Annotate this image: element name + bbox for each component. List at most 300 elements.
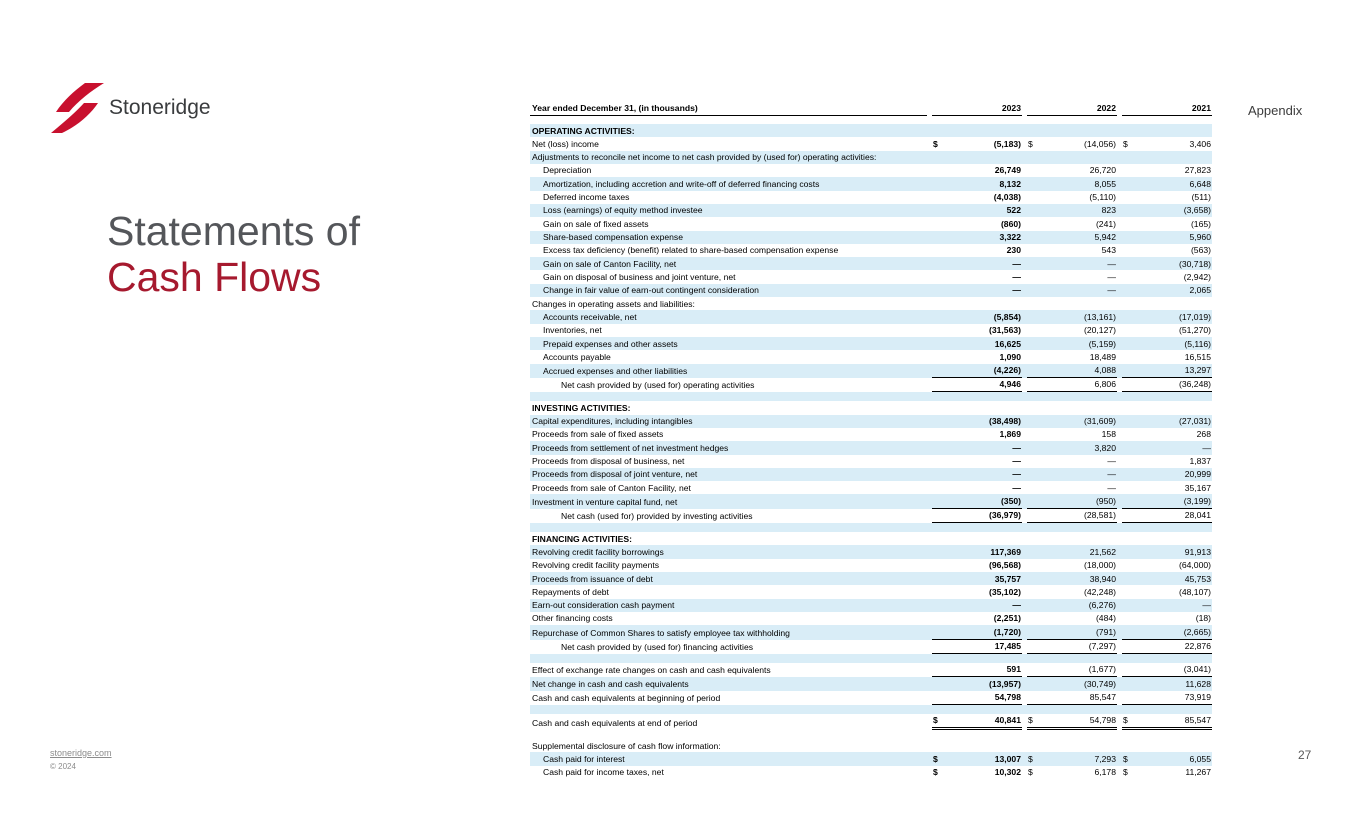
value-cell-2023 (932, 494, 1022, 508)
row-label: Adjustments to reconcile net income to net cash provided by (used for) operating activities: (532, 152, 877, 163)
cell-value: (4,038) (993, 192, 1021, 203)
cell-value: — (1107, 456, 1116, 466)
cell-value: 20,999 (1184, 469, 1211, 480)
value-cell-2023 (932, 441, 1022, 454)
value-cell-2021 (1122, 270, 1212, 283)
cell-value: (5,159) (1088, 338, 1116, 349)
cell-value: 17,485 (994, 641, 1021, 652)
row-label: Net (loss) income (532, 138, 599, 149)
table-row (530, 572, 1212, 585)
cell-value: — (1107, 482, 1116, 493)
cell-value: 7,293 (1094, 753, 1116, 764)
value-cell-2023 (932, 244, 1022, 257)
cell-value: 73,919 (1184, 692, 1211, 702)
cell-value: 3,820 (1094, 442, 1116, 453)
cell-value: 2,065 (1189, 285, 1211, 296)
spacer-row (530, 523, 1212, 532)
value-cell-2021 (1122, 677, 1212, 690)
value-cell-2021 (1122, 481, 1212, 494)
value-cell-2023 (932, 257, 1022, 270)
row-label: Share-based compensation expense (543, 232, 683, 242)
value-cell-2021 (1122, 217, 1212, 230)
cell-value: (48,107) (1178, 586, 1211, 597)
spacer-row (530, 392, 1212, 401)
value-cell-2023 (932, 625, 1022, 639)
cell-value: (5,183) (993, 138, 1021, 149)
cell-value: 28,041 (1184, 510, 1211, 521)
row-label: Accrued expenses and other liabilities (543, 366, 688, 377)
cell-value: — (1107, 469, 1116, 480)
value-cell-2023 (932, 585, 1022, 598)
cell-value: 11,628 (1185, 678, 1211, 689)
value-cell-2022 (1027, 378, 1117, 392)
cell-value: (165) (1190, 218, 1211, 229)
value-cell-2021 (1122, 337, 1212, 350)
slide-title (107, 208, 360, 301)
value-cell-2023 (932, 324, 1022, 337)
value-cell-2022 (1027, 137, 1117, 150)
table-row (530, 766, 1212, 779)
value-cell-2022 (1027, 428, 1117, 441)
row-label: Earn-out consideration cash payment (532, 600, 675, 611)
value-cell-2022 (1027, 612, 1117, 625)
value-cell-2023 (932, 752, 1022, 765)
value-cell-2021 (1122, 284, 1212, 297)
table-row (530, 640, 1212, 654)
cell-value: (13,957) (988, 678, 1021, 689)
value-cell-2021 (1122, 663, 1212, 677)
value-cell-2021 (1122, 415, 1212, 428)
value-cell-2021 (1122, 378, 1212, 392)
cashflow-table-body (530, 124, 1212, 779)
dollar-sign: $ (1123, 767, 1128, 778)
value-cell-2023 (932, 350, 1022, 363)
spacer-row (530, 730, 1212, 739)
cell-value: 16,515 (1184, 351, 1211, 362)
table-header-label: Year ended December 31, (in thousands) (530, 102, 927, 116)
value-cell-2021 (1122, 545, 1212, 558)
table-row (530, 231, 1212, 244)
table-row (530, 481, 1212, 494)
cell-value: — (1202, 442, 1211, 453)
value-cell-2023 (932, 677, 1022, 690)
value-cell-2021 (1122, 191, 1212, 204)
cell-value: (2,942) (1183, 271, 1211, 282)
value-cell-2023 (932, 217, 1022, 230)
row-label: Cash and cash equivalents at end of period (532, 718, 698, 729)
row-label: Net cash provided by (used for) operating activities (561, 380, 755, 391)
table-row (530, 739, 1212, 752)
year-header-2021: 2021 (1122, 102, 1212, 116)
row-label: Accounts receivable, net (543, 311, 637, 322)
value-cell-2021 (1122, 324, 1212, 337)
value-cell-2023 (932, 545, 1022, 558)
cell-value: — (1012, 469, 1021, 480)
cell-value: 522 (1006, 205, 1021, 216)
cell-value: 4,088 (1094, 365, 1116, 376)
cell-value: 26,720 (1089, 165, 1116, 176)
table-row (530, 310, 1212, 323)
table-row (530, 494, 1212, 508)
cell-value: (1,720) (993, 626, 1021, 637)
value-cell-2022 (1027, 270, 1117, 283)
value-cell-2021 (1122, 350, 1212, 363)
cell-value: — (1012, 482, 1021, 493)
row-label: Cash paid for interest (543, 753, 625, 764)
table-row (530, 151, 1212, 164)
cell-value: (860) (1000, 218, 1021, 229)
row-label: Amortization, including accretion and write-off of deferred financing costs (543, 178, 820, 189)
table-row (530, 350, 1212, 363)
section-header-label: OPERATING ACTIVITIES: (532, 125, 635, 136)
value-cell-2023 (932, 164, 1022, 177)
row-label: Proceeds from settlement of net investment hedges (532, 442, 729, 453)
value-cell-2022 (1027, 663, 1117, 677)
table-row (530, 337, 1212, 350)
value-cell-2022 (1027, 204, 1117, 217)
spacer-row (530, 654, 1212, 663)
value-cell-2021 (1122, 572, 1212, 585)
table-row (530, 599, 1212, 612)
cell-value: 158 (1101, 429, 1116, 440)
value-cell-2022 (1027, 640, 1117, 654)
cell-value: (6,276) (1088, 600, 1116, 611)
table-row (530, 217, 1212, 230)
cell-value: 6,806 (1094, 379, 1116, 390)
row-label: Proceeds from sale of fixed assets (532, 429, 664, 440)
dollar-sign: $ (933, 138, 938, 149)
value-cell-2022 (1027, 337, 1117, 350)
stoneridge-logo (48, 82, 211, 134)
dollar-sign: $ (1123, 715, 1128, 726)
value-cell-2023 (932, 378, 1022, 392)
row-label: Net cash provided by (used for) financing activities (561, 642, 754, 653)
cell-value: 3,322 (999, 232, 1021, 242)
row-label: Supplemental disclosure of cash flow information: (532, 740, 721, 751)
cell-value: 591 (1006, 664, 1021, 675)
footer-link[interactable]: stoneridge.com (50, 748, 112, 758)
cell-value: (36,979) (988, 510, 1021, 521)
row-label: Cash paid for income taxes, net (543, 767, 664, 778)
title-line1: Statements of (107, 208, 360, 254)
table-row (530, 455, 1212, 468)
value-cell-2021 (1122, 364, 1212, 378)
value-cell-2021 (1122, 585, 1212, 598)
cell-value: 230 (1006, 245, 1021, 256)
table-row (530, 297, 1212, 310)
cell-value: (35,102) (988, 586, 1021, 597)
cell-value: (5,116) (1184, 338, 1211, 349)
value-cell-2022 (1027, 164, 1117, 177)
row-label: Gain on sale of Canton Facility, net (543, 258, 677, 269)
value-cell-2023 (932, 270, 1022, 283)
table-row (530, 509, 1212, 523)
cell-value: (563) (1190, 245, 1211, 256)
cell-value: (950) (1095, 495, 1116, 506)
row-label: Repayments of debt (532, 586, 609, 597)
cell-value: 13,007 (994, 753, 1021, 764)
page-number: 27 (1298, 748, 1312, 762)
value-cell-2022 (1027, 559, 1117, 572)
row-label: Proceeds from disposal of joint venture, net (532, 469, 698, 480)
cell-value: 91,913 (1184, 546, 1211, 557)
value-cell-2022 (1027, 714, 1117, 730)
value-cell-2022 (1027, 257, 1117, 270)
value-cell-2021 (1122, 691, 1212, 705)
value-cell-2021 (1122, 257, 1212, 270)
cell-value: — (1107, 271, 1116, 282)
row-label: Repurchase of Common Shares to satisfy employee tax withholding (532, 627, 790, 638)
value-cell-2021 (1122, 231, 1212, 244)
table-row (530, 401, 1212, 414)
cell-value: (4,226) (993, 365, 1021, 376)
logo-swoosh-icon (48, 82, 106, 134)
cell-value: 10,302 (994, 767, 1021, 778)
value-cell-2023 (932, 766, 1022, 779)
table-row (530, 137, 1212, 150)
value-cell-2022 (1027, 231, 1117, 244)
value-cell-2023 (932, 509, 1022, 523)
row-label: Net cash (used for) provided by investing activities (561, 511, 753, 522)
cell-value: 4,946 (999, 379, 1021, 390)
row-label: Revolving credit facility borrowings (532, 546, 664, 557)
value-cell-2023 (932, 468, 1022, 481)
value-cell-2023 (932, 640, 1022, 654)
value-cell-2023 (932, 691, 1022, 705)
value-cell-2023 (932, 428, 1022, 441)
value-cell-2023 (932, 310, 1022, 323)
row-label: Net change in cash and cash equivalents (532, 678, 689, 689)
row-label: Deferred income taxes (543, 192, 630, 203)
cell-value: (5,854) (993, 311, 1021, 322)
dollar-sign: $ (1123, 138, 1128, 149)
value-cell-2023 (932, 599, 1022, 612)
title-line2: Cash Flows (107, 254, 322, 301)
value-cell-2021 (1122, 766, 1212, 779)
value-cell-2022 (1027, 284, 1117, 297)
cash-flow-table (530, 101, 1212, 779)
dollar-sign: $ (1028, 138, 1033, 149)
cell-value: 22,876 (1184, 641, 1211, 652)
cell-value: — (1012, 600, 1021, 611)
cell-value: 6,648 (1189, 178, 1211, 189)
row-label: Revolving credit facility payments (532, 560, 660, 571)
value-cell-2022 (1027, 766, 1117, 779)
value-cell-2023 (932, 204, 1022, 217)
cell-value: (30,749) (1083, 678, 1116, 689)
value-cell-2021 (1122, 714, 1212, 730)
section-header-label: FINANCING ACTIVITIES: (532, 533, 632, 544)
cell-value: (42,248) (1083, 586, 1116, 597)
cell-value: (51,270) (1178, 325, 1211, 336)
value-cell-2022 (1027, 509, 1117, 523)
value-cell-2023 (932, 663, 1022, 677)
value-cell-2021 (1122, 640, 1212, 654)
spacer-row (530, 705, 1212, 714)
cell-value: — (1107, 285, 1116, 296)
row-label: Capital expenditures, including intangibles (532, 416, 693, 427)
cell-value: 1,837 (1189, 456, 1211, 466)
value-cell-2021 (1122, 494, 1212, 508)
value-cell-2022 (1027, 191, 1117, 204)
value-cell-2022 (1027, 585, 1117, 598)
cell-value: 823 (1101, 205, 1116, 216)
cell-value: (20,127) (1083, 325, 1116, 336)
row-label: Change in fair value of earn-out contingent consideration (543, 285, 759, 296)
table-row (530, 663, 1212, 677)
row-label: Depreciation (543, 165, 592, 176)
value-cell-2021 (1122, 164, 1212, 177)
cell-value: (18) (1195, 613, 1211, 624)
value-cell-2022 (1027, 494, 1117, 508)
table-row (530, 545, 1212, 558)
dollar-sign: $ (933, 715, 938, 726)
value-cell-2023 (932, 455, 1022, 468)
value-cell-2023 (932, 612, 1022, 625)
row-label: Prepaid expenses and other assets (543, 338, 678, 349)
cell-value: (7,297) (1088, 641, 1116, 652)
cell-value: 38,940 (1089, 573, 1116, 584)
cell-value: 85,547 (1184, 715, 1211, 726)
table-row (530, 468, 1212, 481)
cell-value: 11,267 (1185, 767, 1211, 778)
value-cell-2021 (1122, 612, 1212, 625)
cell-value: — (1202, 600, 1211, 611)
section-header-label: INVESTING ACTIVITIES: (532, 402, 631, 413)
value-cell-2023 (932, 137, 1022, 150)
table-row (530, 244, 1212, 257)
value-cell-2022 (1027, 310, 1117, 323)
value-cell-2022 (1027, 177, 1117, 190)
table-row (530, 677, 1212, 690)
cell-value: (38,498) (988, 416, 1021, 427)
value-cell-2021 (1122, 559, 1212, 572)
value-cell-2021 (1122, 137, 1212, 150)
value-cell-2022 (1027, 468, 1117, 481)
row-label: Accounts payable (543, 351, 611, 362)
cell-value: — (1107, 258, 1116, 269)
value-cell-2021 (1122, 752, 1212, 765)
row-label: Proceeds from disposal of business, net (532, 456, 685, 466)
cell-value: 13,297 (1184, 365, 1211, 376)
cell-value: 45,753 (1184, 573, 1211, 584)
cell-value: (30,718) (1178, 258, 1211, 269)
value-cell-2022 (1027, 244, 1117, 257)
table-row (530, 270, 1212, 283)
row-label: Excess tax deficiency (benefit) related to share-based compensation expense (543, 245, 839, 256)
value-cell-2023 (932, 191, 1022, 204)
table-row (530, 257, 1212, 270)
value-cell-2022 (1027, 217, 1117, 230)
table-row (530, 415, 1212, 428)
cell-value: 54,798 (1089, 715, 1116, 726)
dollar-sign: $ (933, 753, 938, 764)
table-row (530, 441, 1212, 454)
row-label: Effect of exchange rate changes on cash and cash equivalents (532, 665, 771, 676)
cell-value: 26,749 (994, 165, 1021, 176)
cell-value: (27,031) (1178, 416, 1211, 427)
table-row (530, 612, 1212, 625)
row-label: Cash and cash equivalents at beginning of period (532, 693, 721, 703)
cell-value: (64,000) (1178, 560, 1211, 571)
cell-value: 3,406 (1189, 138, 1211, 149)
dollar-sign: $ (1123, 753, 1128, 764)
cell-value: 6,178 (1094, 767, 1116, 778)
value-cell-2023 (932, 177, 1022, 190)
value-cell-2023 (932, 415, 1022, 428)
cell-value: (241) (1095, 218, 1116, 229)
cell-value: 8,055 (1094, 178, 1116, 189)
cell-value: 8,132 (999, 178, 1021, 189)
cell-value: (3,199) (1183, 495, 1211, 506)
cell-value: (36,248) (1178, 379, 1211, 390)
year-header-2023: 2023 (932, 102, 1022, 116)
value-cell-2023 (932, 481, 1022, 494)
value-cell-2021 (1122, 428, 1212, 441)
cell-value: — (1012, 456, 1021, 466)
value-cell-2021 (1122, 625, 1212, 639)
value-cell-2022 (1027, 350, 1117, 363)
value-cell-2022 (1027, 572, 1117, 585)
cell-value: 1,090 (999, 351, 1021, 362)
cell-value: 117,369 (990, 546, 1021, 557)
cell-value: (18,000) (1083, 560, 1116, 571)
table-row (530, 428, 1212, 441)
value-cell-2023 (932, 559, 1022, 572)
header-gap (530, 116, 1212, 124)
cell-value: 1,869 (999, 429, 1021, 440)
value-cell-2023 (932, 364, 1022, 378)
cell-value: 35,757 (994, 573, 1021, 584)
row-label: Investment in venture capital fund, net (532, 496, 678, 507)
row-label: Proceeds from sale of Canton Facility, net (532, 482, 691, 493)
cell-value: 21,562 (1089, 546, 1116, 557)
cell-value: 35,167 (1184, 482, 1211, 493)
row-label: Gain on sale of fixed assets (543, 218, 649, 229)
cell-value: (14,056) (1083, 138, 1116, 149)
table-row (530, 625, 1212, 639)
cell-value: (2,665) (1183, 626, 1211, 637)
row-label: Changes in operating assets and liabilities: (532, 298, 695, 309)
appendix-label: Appendix (1248, 103, 1303, 118)
table-row (530, 124, 1212, 137)
table-row (530, 164, 1212, 177)
table-row (530, 191, 1212, 204)
cell-value: 18,489 (1089, 351, 1116, 362)
copyright-label: © 2024 (50, 762, 76, 771)
row-label: Inventories, net (543, 325, 602, 336)
table-row (530, 559, 1212, 572)
row-label: Loss (earnings) of equity method investee (543, 205, 703, 216)
value-cell-2022 (1027, 677, 1117, 690)
row-label: Gain on disposal of business and joint venture, net (543, 271, 736, 282)
value-cell-2022 (1027, 364, 1117, 378)
logo-text: Stoneridge (109, 96, 211, 119)
cell-value: 16,625 (994, 338, 1021, 349)
value-cell-2021 (1122, 509, 1212, 523)
cell-value: 27,823 (1184, 165, 1211, 176)
cell-value: (3,658) (1183, 205, 1211, 216)
cell-value: — (1012, 285, 1021, 296)
cell-value: (96,568) (988, 560, 1021, 571)
cell-value: (2,251) (993, 613, 1021, 624)
value-cell-2021 (1122, 204, 1212, 217)
dollar-sign: $ (1028, 767, 1033, 778)
cell-value: (511) (1191, 192, 1211, 203)
value-cell-2022 (1027, 415, 1117, 428)
value-cell-2022 (1027, 691, 1117, 705)
value-cell-2022 (1027, 441, 1117, 454)
